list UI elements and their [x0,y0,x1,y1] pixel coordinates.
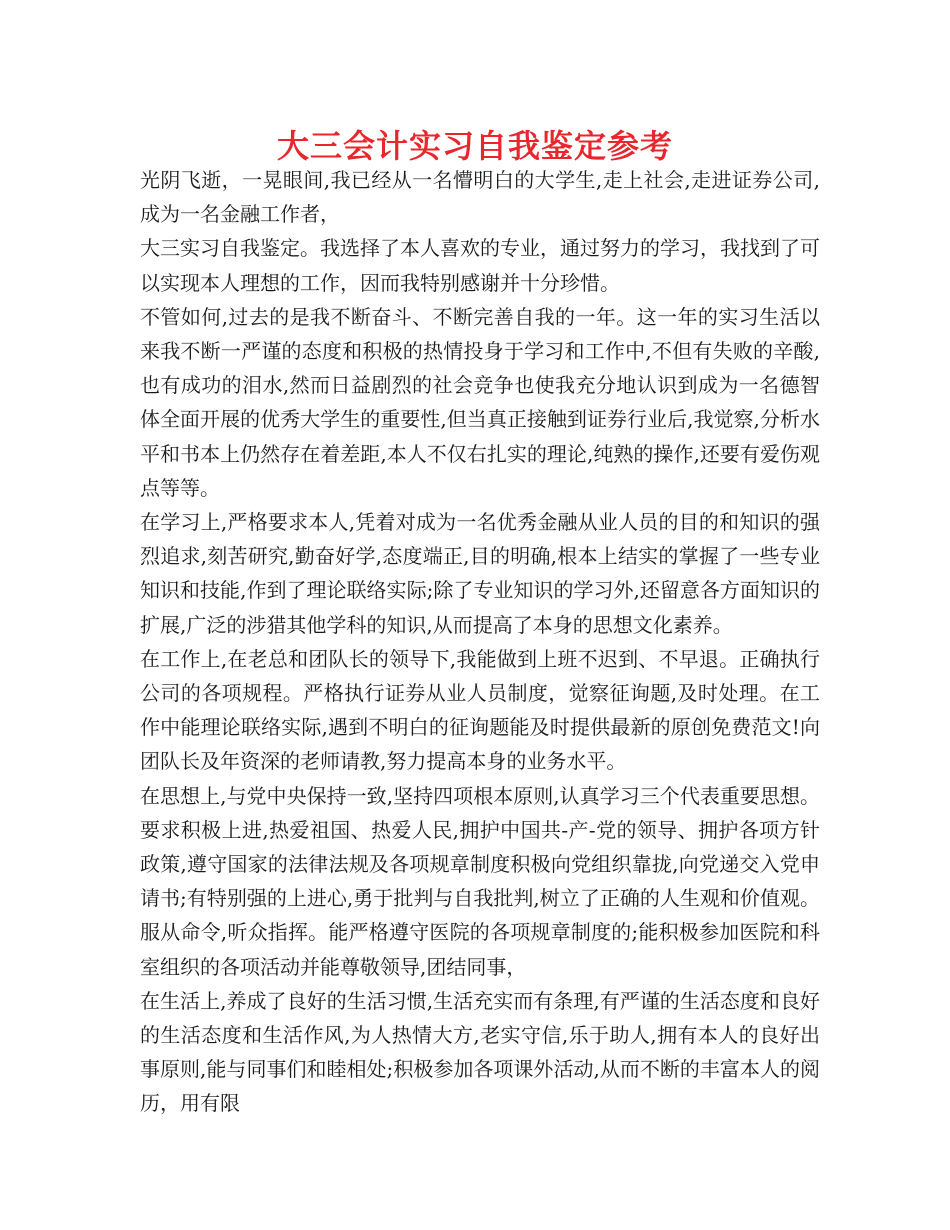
paragraph-intro: 光阴飞逝，一晃眼间,我已经从一名懵明白的大学生,走上社会,走进证券公司,成为一名金融工作者， [140,168,820,227]
paragraph-work: 在工作上,在老总和团队长的领导下,我能做到上班不迟到、不早退。正确执行公司的各项规程。严格执行证券从业人员制度，觉察征询题,及时处理。在工作中能理论联络实际,遇到不明白的征询题能及时提供最新的原创免费范文!向团队长及年资深的老师请教,努力提高本身的业务水平。 [140,646,820,774]
paragraph-past-year: 不管如何,过去的是我不断奋斗、不断完善自我的一年。这一年的实习生活以来我不断一严谨的态度和积极的热情投身于学习和工作中,不但有失败的辛酸,也有成功的泪水,然而日益剧烈的社会竞争也使我充分地认识到成为一名德智体全面开展的优秀大学生的重要性,但当真正接触到证券行业后,我觉察,分析水平和书本上仍然存在着差距,本人不仅右扎实的理论,纯熟的操作,还要有爱伤观点等等。 [140,304,820,500]
paragraph-study: 在学习上,严格要求本人,凭着对成为一名优秀金融从业人员的目的和知识的强烈追求,刻苦研究,勤奋好学,态度端正,目的明确,根本上结实的掌握了一些专业知识和技能,作到了理论联络实际;除了专业知识的学习外,还留意各方面知识的扩展,广泛的涉猎其他学科的知识,从而提高了本身的思想文化素养。 [140,510,820,637]
paragraph-self-assessment: 大三实习自我鉴定。我选择了本人喜欢的专业，通过努力的学习，我找到了可以实现本人理想的工作，因而我特别感谢并十分珍惜。 [140,236,820,295]
document-body [140,163,820,1121]
paragraph-thought: 在思想上,与党中央保持一致,坚持四项根本原则,认真学习三个代表重要思想。要求积极上进,热爱祖国、热爱人民,拥护中国共-产-党的领导、拥护各项方针政策,遵守国家的法律法规及各项规章制度积极向党组织靠拢,向党递交入党申请书;有特别强的上进心,勇于批判与自我批判,树立了正确的人生观和价值观。服从命令,听众指挥。能严格遵守医院的各项规章制度的;能积极参加医院和科室组织的各项活动并能尊敬领导,团结同事， [140,783,820,979]
paragraph-life: 在生活上,养成了良好的生活习惯,生活充实而有条理,有严谨的生活态度和良好的生活态度和生活作风,为人热情大方,老实守信,乐于助人,拥有本人的良好出事原则,能与同事们和睦相处;积极参加各项课外活动,从而不断的丰富本人的阅历，用有限 [140,988,820,1116]
document-title: 大三会计实习自我鉴定参考 [276,127,673,165]
